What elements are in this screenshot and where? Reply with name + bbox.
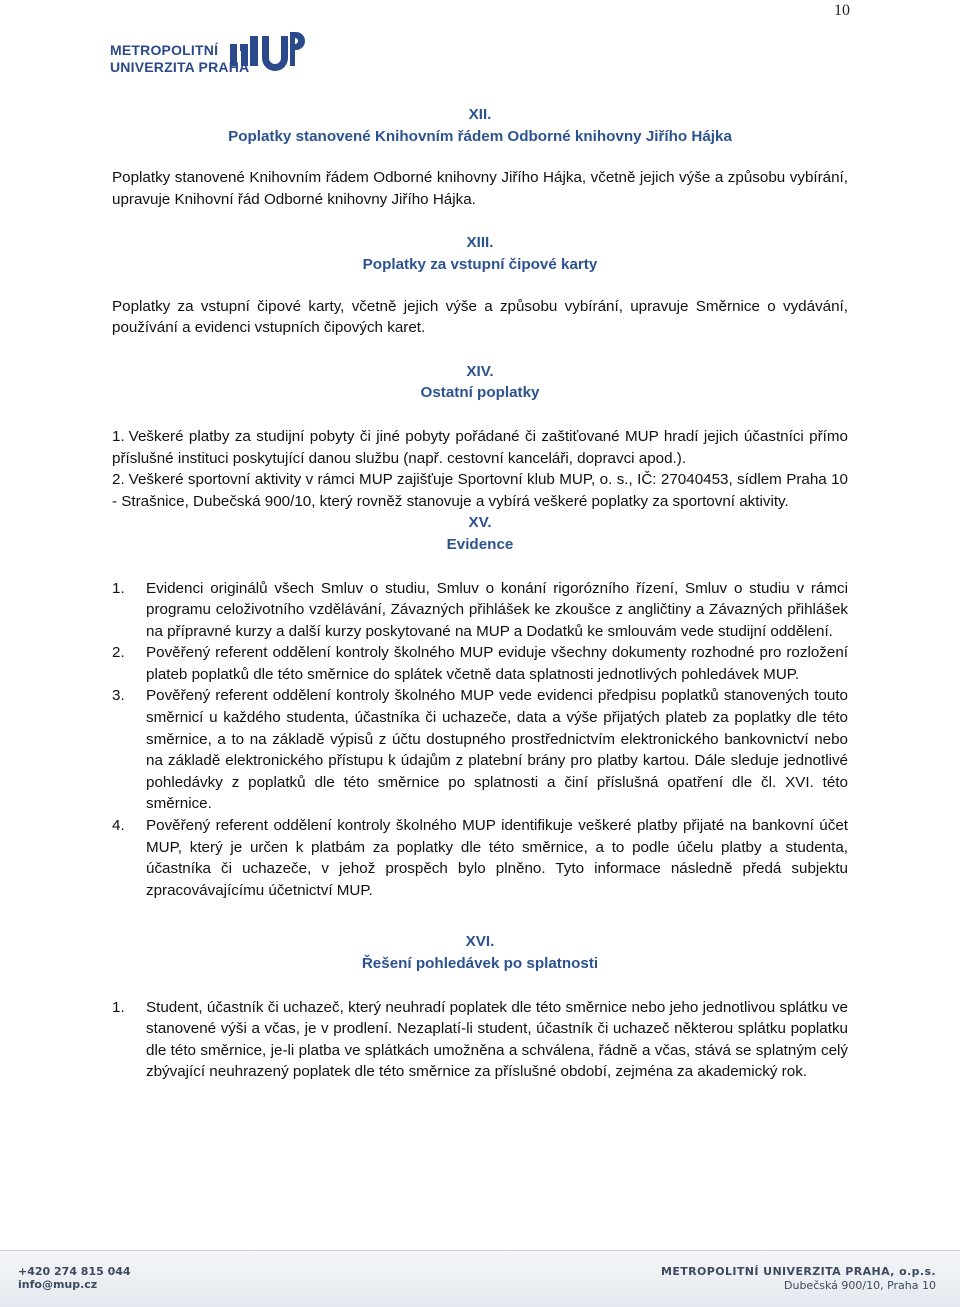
section-xiii-paragraph: Poplatky za vstupní čipové karty, včetně jejich výše a způsobu vybírání, upravuje Směrnice o vydávání, používání a evidenci vstupních čipových karet.: [112, 297, 848, 337]
list-item: 3. Pověřený referent oddělení kontroly školného MUP vede evidenci předpisu poplatků stanovených touto směrnicí u každého studenta, účastníka či uchazeče, data a výše přijatých plateb za poplatky dle této směrnice, a to na základě výpisů z účtu dostupného prostřednictvím elektronického bankovnictví nebo na základě elektronického přístupu k údajům z platební brány pro platby kartou. Dále sleduje jednotlivé pohledávky z poplatků dle této směrnice po splatnosti a činí příslušná opatření dle čl. XVI. této směrnice.: [112, 687, 848, 813]
list-item: 1. Student, účastník či uchazeč, který neuhradí poplatek dle této směrnice nebo jeho jednotlivou splátku ve stanovené výši a včas, je v prodlení. Nezaplatí-li student, účastník či uchazeč některou splátku poplatku dle této směrnice, je-li platba ve splátkách umožněna a schválena, řádně a včas, stává se splatným celý zbývající neuhrazený poplatek dle této směrnice za příslušné období, zejména za akademický rok.: [112, 998, 848, 1081]
university-logo: [110, 18, 310, 88]
section-title: Ostatní poplatky: [420, 384, 540, 402]
section-xii-paragraph: Poplatky stanovené Knihovním řádem Odborné knihovny Jiřího Hájka, včetně jejich výše a způsobu vybírání, upravuje Knihovní řád Odborné knihovny Jiřího Hájka.: [112, 169, 848, 208]
list-item: 4. Pověřený referent oddělení kontroly školného MUP identifikuje veškeré platby přijaté na bankovní účet MUP, který je určen k platbám za poplatky dle této směrnice, a to podle účelu platby a studenta, účastníka či uchazeče, v jehož prospěch bylo plněno. Tyto informace následně předá subjektu zpracovávajícímu účetnictví MUP.: [112, 817, 848, 899]
section-xvi-list: [112, 997, 848, 1083]
section-title: Evidence: [446, 535, 514, 553]
section-xiv-list: [112, 426, 848, 512]
section-number: XIII.: [466, 234, 494, 252]
section-title: Poplatky za vstupní čipové karty: [362, 255, 598, 273]
footer-organization: [661, 1265, 936, 1293]
footer-contact: [18, 1265, 131, 1291]
section-number: XII.: [468, 106, 492, 123]
section-xv-heading: [112, 512, 848, 555]
footer-phone: +420 274 815 044: [18, 1265, 131, 1278]
footer-email: info@mup.cz: [18, 1278, 98, 1291]
section-number: XIV.: [466, 362, 494, 380]
list-item: 2. Veškeré sportovní aktivity v rámci MUP zajišťuje Sportovní klub MUP, o. s., IČ: 27040453, sídlem Praha 10 - Strašnice, Dubečská 900/10, který rovněž stanovuje a vybírá veškeré poplatky za sportovní aktivity.: [112, 471, 848, 510]
section-xiii-heading: [112, 232, 848, 275]
page-number: 10: [834, 2, 850, 19]
section-xvi-heading: [112, 931, 848, 974]
logo-line-1: METROPOLITNÍ: [110, 42, 219, 58]
footer-org-name: METROPOLITNÍ UNIVERZITA PRAHA, o.p.s.: [660, 1265, 936, 1278]
section-number: XVI.: [465, 933, 495, 951]
section-number: XV.: [468, 514, 492, 532]
section-title: Řešení pohledávek po splatnosti: [361, 955, 599, 972]
section-title: Poplatky stanovené Knihovním řádem Odborné knihovny Jiřího Hájka: [228, 127, 732, 145]
list-item: 1. Veškeré platby za studijní pobyty či jiné pobyty pořádané či zaštiťované MUP hradí jejich účastníci přímo příslušné instituci poskytující danou službu (např. cestovní kanceláři, dopravci apod.).: [112, 427, 848, 467]
list-item: 1. Evidenci originálů všech Smluv o studiu, Smluv o konání rigorózního řízení, Smluv o studiu v rámci programu celoživotního vzdělávání, Závazných přihlášek ke zkoušce z angličtiny a Závazných přihlášek na přípravné kurzy a další kurzy poskytované na MUP a Dodatků ke smlouvám vede studijní oddělení.: [112, 579, 848, 640]
document-body: [112, 104, 848, 1083]
section-xii-heading: [112, 104, 848, 147]
page-footer: [0, 1250, 960, 1307]
section-xiv-heading: [112, 361, 848, 404]
logo-line-2: UNIVERZITA PRAHA: [110, 59, 250, 75]
list-item: 2. Pověřený referent oddělení kontroly školného MUP eviduje všechny dokumenty rozhodné pro rozložení plateb poplatků dle této směrnice do splátek včetně data splatnosti jednotlivých pohledávek MUP.: [112, 644, 848, 683]
logo-text: [110, 42, 249, 76]
footer-address: Dubečská 900/10, Praha 10: [784, 1279, 936, 1292]
section-xv-list: [112, 578, 848, 902]
